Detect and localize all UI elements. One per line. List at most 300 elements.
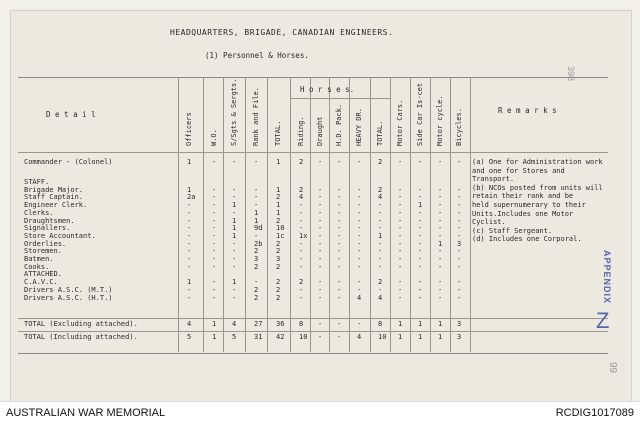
table-row-label: Store Accountant. bbox=[24, 231, 96, 240]
table-row-cell: - bbox=[337, 185, 342, 194]
table-row-cell: - bbox=[357, 285, 362, 294]
table-row-cell: 4 bbox=[378, 193, 383, 202]
table-row-cell: 2a bbox=[187, 193, 196, 202]
table-row-cell: - bbox=[357, 278, 362, 287]
column-header-officers: Officers bbox=[185, 112, 193, 146]
remark-line: Units.Includes one Motor bbox=[472, 209, 574, 218]
table-row-cell: - bbox=[378, 216, 383, 225]
table-row-cell: - bbox=[357, 216, 362, 225]
table-row-cell: - bbox=[212, 262, 217, 271]
column-rule bbox=[470, 77, 471, 352]
header-detail: D e t a i l bbox=[46, 110, 96, 119]
table-row-cell: - bbox=[398, 239, 403, 248]
table-row-cell: - bbox=[232, 185, 237, 194]
appendix-stamp: APPENDIX bbox=[602, 250, 612, 305]
table-row-cell: - bbox=[212, 193, 217, 202]
table-row-cell: - bbox=[438, 278, 443, 287]
page-mark: 398 bbox=[566, 66, 576, 82]
table-row-cell: - bbox=[318, 278, 323, 287]
table-row-cell: - bbox=[212, 231, 217, 240]
table-row-cell: 2 bbox=[378, 278, 383, 287]
table-row-cell: 4 bbox=[357, 293, 362, 302]
table-row-cell: - bbox=[457, 278, 462, 287]
table-row-cell: - bbox=[357, 255, 362, 263]
column-header-sgts: S/Sgts & Sergts. bbox=[230, 78, 238, 146]
table-row-cell: - bbox=[299, 216, 304, 225]
table-row-cell: 4 bbox=[299, 193, 304, 202]
table-row-cell: - bbox=[254, 231, 259, 240]
table-row-cell: - bbox=[357, 193, 362, 202]
table-row-cell: - bbox=[212, 158, 217, 166]
total-row-cell: 1 bbox=[398, 333, 403, 341]
table-row-cell: - bbox=[457, 293, 462, 302]
table-row-cell: - bbox=[457, 262, 462, 271]
table-row-cell: - bbox=[232, 208, 237, 217]
total-row-cell: 4 bbox=[232, 320, 237, 328]
column-header-motor-cycles: Motor cycle. bbox=[436, 95, 444, 146]
table-row-cell: 2 bbox=[299, 278, 304, 287]
table-row-cell: - bbox=[398, 208, 403, 217]
total-row-label: TOTAL (Including attached). bbox=[24, 333, 138, 341]
table-row-cell: - bbox=[457, 158, 462, 166]
table-row-cell: - bbox=[299, 208, 304, 217]
table-row-cell: - bbox=[187, 293, 192, 302]
table-row-cell: - bbox=[398, 158, 403, 166]
total-row-cell: 1 bbox=[418, 333, 423, 341]
column-header-heavy: HEAVY DR. bbox=[355, 108, 363, 146]
table-row-label: Drivers A.S.C. (H.T.) bbox=[24, 293, 113, 302]
total-row-cell: - bbox=[318, 320, 323, 328]
total-row-cell: 10 bbox=[378, 333, 387, 341]
table-row-cell: 1c bbox=[276, 231, 285, 240]
table-row-cell: - bbox=[457, 208, 462, 217]
table-row-cell: - bbox=[337, 158, 342, 166]
table-row-label: Commander - (Colonel) bbox=[24, 158, 113, 166]
table-row-cell: - bbox=[398, 255, 403, 263]
table-row-cell: - bbox=[398, 231, 403, 240]
table-row-cell: 2 bbox=[276, 278, 281, 287]
table-row-cell: 1 bbox=[187, 185, 192, 194]
table-row-cell: - bbox=[438, 224, 443, 233]
table-row-cell: - bbox=[232, 239, 237, 248]
table-row-cell: - bbox=[418, 224, 423, 233]
table-row-cell: - bbox=[398, 224, 403, 233]
table-row-cell: - bbox=[357, 208, 362, 217]
remark-line: Cyclist. bbox=[472, 218, 506, 227]
archive-footer bbox=[0, 401, 640, 424]
table-row-cell: 2 bbox=[299, 158, 304, 166]
table-row-cell: - bbox=[438, 262, 443, 271]
table-row-cell: - bbox=[378, 285, 383, 294]
total-row-cell: 4 bbox=[187, 320, 192, 328]
table-row-cell: 2 bbox=[276, 293, 281, 302]
table-row-cell: - bbox=[187, 231, 192, 240]
table-row-cell: 3 bbox=[254, 255, 259, 263]
total-row-cell: 4 bbox=[357, 333, 362, 341]
column-header-ws: W.O. bbox=[210, 129, 218, 146]
table-row-cell: - bbox=[299, 285, 304, 294]
table-row-cell: - bbox=[457, 224, 462, 233]
remark-line: Transport. bbox=[472, 175, 515, 184]
table-row-cell: - bbox=[337, 285, 342, 294]
table-row-cell: 1 bbox=[276, 185, 281, 194]
column-header-total2: TOTAL. bbox=[376, 120, 384, 146]
table-row-cell: - bbox=[457, 201, 462, 210]
table-row-cell: - bbox=[254, 278, 259, 287]
table-row-cell: - bbox=[337, 208, 342, 217]
column-header-riding: Riding. bbox=[297, 116, 305, 146]
table-row-cell: - bbox=[337, 231, 342, 240]
table-row-cell: - bbox=[357, 185, 362, 194]
table-row-cell: - bbox=[418, 247, 423, 256]
table-row-cell: - bbox=[418, 208, 423, 217]
table-row-cell: - bbox=[337, 293, 342, 302]
table-row-cell: - bbox=[212, 293, 217, 302]
total-row-cell: 5 bbox=[232, 333, 237, 341]
table-row-cell: 1 bbox=[254, 208, 259, 217]
table-row-cell: - bbox=[398, 185, 403, 194]
table-row-cell: - bbox=[438, 158, 443, 166]
table-row-cell: - bbox=[212, 239, 217, 248]
table-row-cell: - bbox=[187, 208, 192, 217]
table-row-cell: - bbox=[212, 224, 217, 233]
remark-line: retain their rank and be bbox=[472, 192, 574, 201]
table-row-cell: 2 bbox=[254, 285, 259, 294]
table-row-cell: - bbox=[318, 285, 323, 294]
table-row-cell: 1 bbox=[418, 201, 423, 210]
total-row-cell: 1 bbox=[438, 320, 443, 328]
total-row-cell: 1 bbox=[418, 320, 423, 328]
table-row-cell: - bbox=[438, 231, 443, 240]
table-row-cell: - bbox=[299, 262, 304, 271]
table-row-cell: - bbox=[318, 208, 323, 217]
table-row-cell: - bbox=[254, 158, 259, 166]
table-row-cell: - bbox=[378, 239, 383, 248]
table-row-cell: - bbox=[457, 285, 462, 294]
table-row-cell: - bbox=[438, 247, 443, 256]
table-row-cell: - bbox=[299, 293, 304, 302]
table-row-label: Cooks. bbox=[24, 262, 50, 271]
table-row-cell: - bbox=[457, 216, 462, 225]
table-row-cell: - bbox=[187, 255, 192, 263]
total-row-cell: 8 bbox=[299, 320, 304, 328]
table-row-cell: - bbox=[357, 239, 362, 248]
table-row-cell: - bbox=[318, 193, 323, 202]
table-row-cell: - bbox=[318, 255, 323, 263]
table-row-cell: - bbox=[337, 278, 342, 287]
table-row-cell: - bbox=[438, 185, 443, 194]
table-row-cell: - bbox=[232, 285, 237, 294]
column-rule bbox=[349, 77, 350, 352]
table-row-cell: 1 bbox=[232, 216, 237, 225]
column-header-total: TOTAL. bbox=[274, 120, 282, 146]
table-row-cell: - bbox=[418, 239, 423, 248]
table-row-cell: 3 bbox=[276, 255, 281, 263]
table-row-cell: - bbox=[187, 285, 192, 294]
table-row-cell: - bbox=[318, 231, 323, 240]
table-row-cell: 2 bbox=[299, 185, 304, 194]
table-row-cell: - bbox=[212, 201, 217, 210]
remark-line: (a) One for Administration work bbox=[472, 158, 603, 166]
total-row-cell: 10 bbox=[299, 333, 308, 341]
table-row-cell: - bbox=[398, 201, 403, 210]
table-row-cell: - bbox=[418, 185, 423, 194]
table-row-cell: 2 bbox=[276, 247, 281, 256]
column-header-draught: Draught bbox=[316, 116, 324, 146]
column-rule bbox=[390, 77, 391, 352]
table-row-cell: - bbox=[318, 293, 323, 302]
table-row-cell: - bbox=[418, 278, 423, 287]
column-rule bbox=[178, 77, 179, 352]
total-row-cell: 42 bbox=[276, 333, 285, 341]
table-row-cell: - bbox=[212, 255, 217, 263]
table-row-cell: - bbox=[457, 255, 462, 263]
total-row-cell: 3 bbox=[457, 320, 462, 328]
table-row-cell: - bbox=[438, 216, 443, 225]
table-row-cell: - bbox=[418, 262, 423, 271]
table-row-cell: 2 bbox=[276, 216, 281, 225]
table-row-cell: - bbox=[337, 201, 342, 210]
table-row-cell: - bbox=[378, 208, 383, 217]
table-row-cell: 1 bbox=[232, 278, 237, 287]
column-rule bbox=[450, 77, 451, 352]
total-row-cell: - bbox=[337, 320, 342, 328]
total-row-cell: 1 bbox=[212, 320, 217, 328]
column-rule bbox=[203, 77, 204, 352]
table-row-cell: - bbox=[187, 201, 192, 210]
column-rule bbox=[410, 77, 411, 352]
total-row-cell: - bbox=[318, 333, 323, 341]
table-row-cell: 1 bbox=[378, 231, 383, 240]
table-row-cell: 1 bbox=[276, 158, 281, 166]
document-title: HEADQUARTERS, BRIGADE, CANADIAN ENGINEERS. bbox=[170, 28, 394, 37]
table-row-cell: 1 bbox=[254, 216, 259, 225]
table-row-cell: 1 bbox=[232, 231, 237, 240]
column-rule bbox=[370, 77, 371, 352]
footer-source: AUSTRALIAN WAR MEMORIAL bbox=[6, 407, 166, 419]
table-row-label: STAFF. bbox=[24, 178, 50, 186]
row-rule bbox=[18, 152, 608, 153]
table-row-cell: - bbox=[187, 239, 192, 248]
column-header-hd-pack: H.D. Pack. bbox=[335, 103, 343, 146]
table-row-label: Batmen. bbox=[24, 255, 54, 263]
remark-line: (c) Staff Sergeant. bbox=[472, 226, 553, 235]
table-row-cell: - bbox=[457, 193, 462, 202]
table-row-cell: - bbox=[337, 262, 342, 271]
table-row-cell: 3 bbox=[457, 239, 462, 248]
table-row-cell: 2 bbox=[254, 262, 259, 271]
table-row-cell: - bbox=[398, 293, 403, 302]
table-row-cell: - bbox=[187, 262, 192, 271]
table-row-cell: - bbox=[337, 239, 342, 248]
table-row-cell: - bbox=[337, 224, 342, 233]
table-row-cell: - bbox=[418, 293, 423, 302]
table-row-cell: - bbox=[212, 285, 217, 294]
table-row-cell: 2 bbox=[276, 239, 281, 248]
table-row-label: Engineer Clerk. bbox=[24, 201, 88, 210]
table-row-cell: - bbox=[232, 255, 237, 263]
table-row-label: Brigade Major. bbox=[24, 185, 84, 194]
table-row-cell: - bbox=[299, 201, 304, 210]
table-row-cell: - bbox=[357, 262, 362, 271]
header-horses: H o r s e s. bbox=[300, 85, 355, 94]
table-row-cell: 9d bbox=[254, 224, 263, 233]
column-rule bbox=[430, 77, 431, 352]
total-row-cell: 31 bbox=[254, 333, 263, 341]
table-row-cell: - bbox=[232, 158, 237, 166]
table-row-cell: - bbox=[254, 185, 259, 194]
table-row-cell: - bbox=[418, 216, 423, 225]
table-row-cell: - bbox=[318, 224, 323, 233]
table-row-label: Orderlies. bbox=[24, 239, 67, 248]
document-subtitle: (1) Personnel & Horses. bbox=[205, 51, 309, 60]
table-row-cell: 2b bbox=[254, 239, 263, 248]
column-rule bbox=[267, 77, 268, 352]
total-row-cell: - bbox=[337, 333, 342, 341]
total-row-cell: 3 bbox=[457, 333, 462, 341]
table-row-cell: - bbox=[438, 255, 443, 263]
table-row-cell: 4 bbox=[378, 293, 383, 302]
table-row-cell: - bbox=[418, 231, 423, 240]
table-row-cell: - bbox=[357, 231, 362, 240]
table-row-cell: - bbox=[418, 255, 423, 263]
table-row-cell: - bbox=[378, 255, 383, 263]
table-row-cell: - bbox=[299, 224, 304, 233]
table-row-label: Drivers A.S.C. (M.T.) bbox=[24, 285, 113, 294]
table-row-cell: - bbox=[337, 216, 342, 225]
table-row-cell: - bbox=[438, 208, 443, 217]
table-row-cell: - bbox=[187, 247, 192, 256]
total-row-cell: 27 bbox=[254, 320, 263, 328]
table-row-cell: - bbox=[299, 239, 304, 248]
table-row-cell: - bbox=[232, 193, 237, 202]
table-row-cell: - bbox=[212, 216, 217, 225]
remark-line: and one for Stores and bbox=[472, 166, 565, 175]
table-row-cell: - bbox=[457, 231, 462, 240]
total-row-cell: 5 bbox=[187, 333, 192, 341]
table-row-cell: - bbox=[299, 255, 304, 263]
table-row-cell: 1 bbox=[232, 224, 237, 233]
table-row-cell: - bbox=[457, 247, 462, 256]
table-row-cell: - bbox=[212, 185, 217, 194]
table-row-cell: - bbox=[212, 208, 217, 217]
table-row-cell: - bbox=[438, 201, 443, 210]
table-row-cell: - bbox=[187, 224, 192, 233]
table-row-label: C.A.V.C. bbox=[24, 278, 58, 287]
table-row-cell: 2 bbox=[254, 247, 259, 256]
table-row-label: ATTACHED. bbox=[24, 270, 62, 279]
table-row-cell: - bbox=[398, 247, 403, 256]
remark-line: (b) NCOs posted from units will bbox=[472, 183, 603, 192]
row-rule bbox=[290, 98, 390, 99]
remark-line: held supernumerary to their bbox=[472, 201, 586, 209]
remark-line: (d) Includes one Corporal. bbox=[472, 235, 582, 244]
table-row-cell: - bbox=[398, 193, 403, 202]
table-row-cell: - bbox=[318, 247, 323, 256]
table-row-cell: 2 bbox=[378, 185, 383, 194]
table-row-cell: - bbox=[357, 247, 362, 256]
table-row-cell: 1 bbox=[438, 239, 443, 248]
table-row-cell: 2 bbox=[254, 293, 259, 302]
table-row-cell: - bbox=[378, 224, 383, 233]
table-row-cell: - bbox=[318, 239, 323, 248]
total-row-cell: 1 bbox=[212, 333, 217, 341]
column-header-bicycles: Bicycles. bbox=[455, 108, 463, 146]
table-row-cell: - bbox=[378, 262, 383, 271]
table-row-cell: 2 bbox=[378, 158, 383, 166]
table-row-cell: - bbox=[357, 224, 362, 233]
table-row-cell: - bbox=[418, 158, 423, 166]
table-row-cell: - bbox=[254, 193, 259, 202]
table-row-cell: - bbox=[418, 285, 423, 294]
table-row-label: Storemen. bbox=[24, 247, 62, 256]
table-row-cell: 1x bbox=[299, 231, 308, 240]
table-row-cell: - bbox=[398, 285, 403, 294]
table-row-cell: - bbox=[357, 158, 362, 166]
table-row-cell: - bbox=[212, 278, 217, 287]
table-row-label: Clerks. bbox=[24, 208, 54, 217]
table-row-cell: - bbox=[337, 193, 342, 202]
column-header-side-car: Side Car Is-cet bbox=[416, 82, 424, 146]
table-row-cell: - bbox=[457, 185, 462, 194]
table-row-cell: - bbox=[232, 247, 237, 256]
column-header-rank-file: Rank and File. bbox=[252, 86, 260, 146]
table-row-cell: - bbox=[187, 216, 192, 225]
table-row-label: Staff Captain. bbox=[24, 193, 84, 202]
table-row-cell: - bbox=[212, 247, 217, 256]
table-row-cell: - bbox=[318, 216, 323, 225]
table-row-cell: 1 bbox=[276, 201, 281, 210]
column-rule bbox=[310, 77, 311, 352]
table-row-cell: - bbox=[318, 158, 323, 166]
table-row-cell: 1 bbox=[232, 201, 237, 210]
table-row-cell: - bbox=[438, 285, 443, 294]
table-row-cell: - bbox=[318, 185, 323, 194]
table-row-cell: 10 bbox=[276, 224, 285, 233]
table-row-cell: - bbox=[398, 216, 403, 225]
table-row-cell: - bbox=[232, 262, 237, 271]
column-rule bbox=[223, 77, 224, 352]
table-row-cell: - bbox=[318, 201, 323, 210]
table-row-cell: - bbox=[318, 262, 323, 271]
page-number: 99 bbox=[607, 362, 618, 374]
table-row-cell: 1 bbox=[187, 158, 192, 166]
table-row-cell: - bbox=[254, 201, 259, 210]
total-row-cell: 1 bbox=[438, 333, 443, 341]
table-row-cell: - bbox=[357, 201, 362, 210]
table-row-cell: 1 bbox=[276, 208, 281, 217]
total-row-cell: 36 bbox=[276, 320, 285, 328]
table-row-cell: 2 bbox=[276, 262, 281, 271]
table-row-cell: - bbox=[337, 255, 342, 263]
table-row-cell: - bbox=[438, 193, 443, 202]
table-row-cell: - bbox=[438, 293, 443, 302]
total-row-label: TOTAL (Excluding attached). bbox=[24, 320, 138, 328]
table-row-label: Signallers. bbox=[24, 224, 71, 233]
table-row-cell: - bbox=[232, 293, 237, 302]
header-remarks: R e m a r k s bbox=[498, 106, 557, 115]
column-rule bbox=[290, 77, 291, 352]
table-row-label: Draughtsmen. bbox=[24, 216, 75, 225]
column-header-motor-cars: Motor Cars. bbox=[396, 99, 404, 146]
table-row-cell: 2 bbox=[276, 193, 281, 202]
table-row-cell: 1 bbox=[187, 278, 192, 287]
table-row-cell: - bbox=[378, 247, 383, 256]
table-row-cell: - bbox=[378, 201, 383, 210]
table-row-cell: - bbox=[398, 278, 403, 287]
column-rule bbox=[329, 77, 330, 352]
table-row-cell: - bbox=[418, 193, 423, 202]
